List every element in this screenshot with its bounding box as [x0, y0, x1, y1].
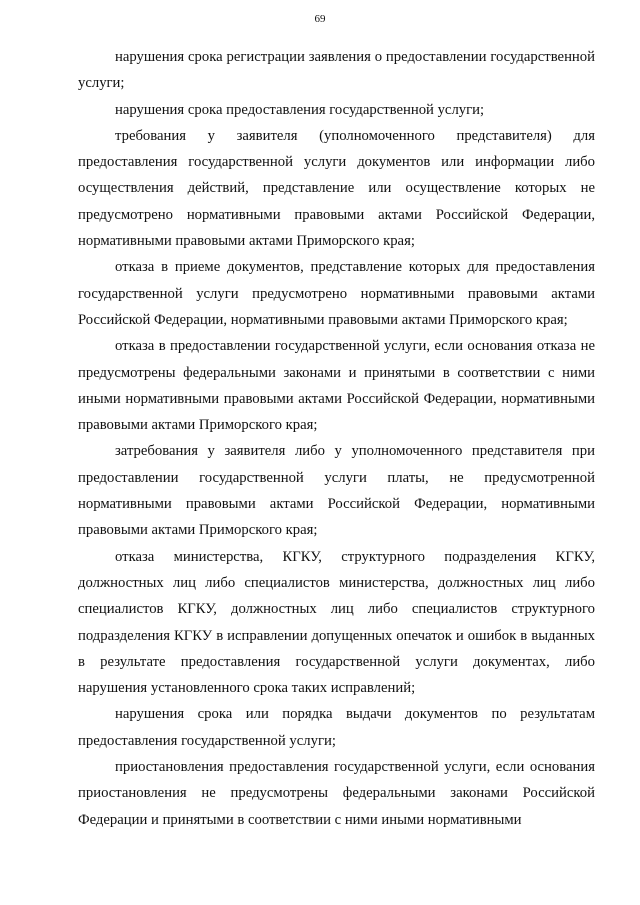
paragraph-issuance-violation: нарушения срока или порядка выдачи документов по результатам предоставления государственной услуги; — [78, 706, 595, 749]
document-body — [78, 44, 595, 833]
paragraph-correction-refusal: отказа министерства, КГКУ, структурного подразделения КГКУ, должностных лиц либо специалистов министерства, должностных лиц либо специалистов КГКУ, должностных лиц либо специалистов структурного подразделения КГКУ в исправлении допущенных опечаток и ошибок в выданных в результате предоставления государственной услуги документах, либо нарушения установленного срока таких исправлений; — [78, 548, 595, 697]
paragraph-service-refusal: отказа в предоставлении государственной услуги, если основания отказа не предусмотрены федеральными законами и принятыми в соответствии с ними иными нормативными правовыми актами Российской Федерации, нормативными правовыми актами Приморского края; — [78, 338, 595, 434]
paragraph-registration-delay: нарушения срока регистрации заявления о предоставлении государственной услуги; — [78, 49, 595, 92]
paragraph-document-acceptance-refusal: отказа в приеме документов, представление которых для предоставления государственной услуги предусмотрено нормативными правовыми актами Российской Федерации, нормативными правовыми актами Приморского края; — [78, 259, 595, 328]
paragraph-unlawful-fee: затребования у заявителя либо у уполномоченного представителя при предоставлении государственной услуги платы, не предусмотренной нормативными правовыми актами Российской Федерации, нормативными правовыми актами Приморского края; — [78, 443, 595, 539]
paragraph-service-suspension: приостановления предоставления государственной услуги, если основания приостановления не предусмотрены федеральными законами Российской Федерации и принятыми в соответствии с ними иными нормативными — [78, 759, 595, 828]
paragraph-extra-documents-requirement: требования у заявителя (уполномоченного представителя) для предоставления государственной услуги документов или информации либо осуществления действий, представление или осуществление которых не предусмотрено нормативными правовыми актами Российской Федерации, нормативными правовыми актами Приморского края; — [78, 127, 595, 250]
paragraph-service-delay: нарушения срока предоставления государственной услуги; — [115, 101, 485, 118]
page-number: 69 — [314, 13, 326, 25]
